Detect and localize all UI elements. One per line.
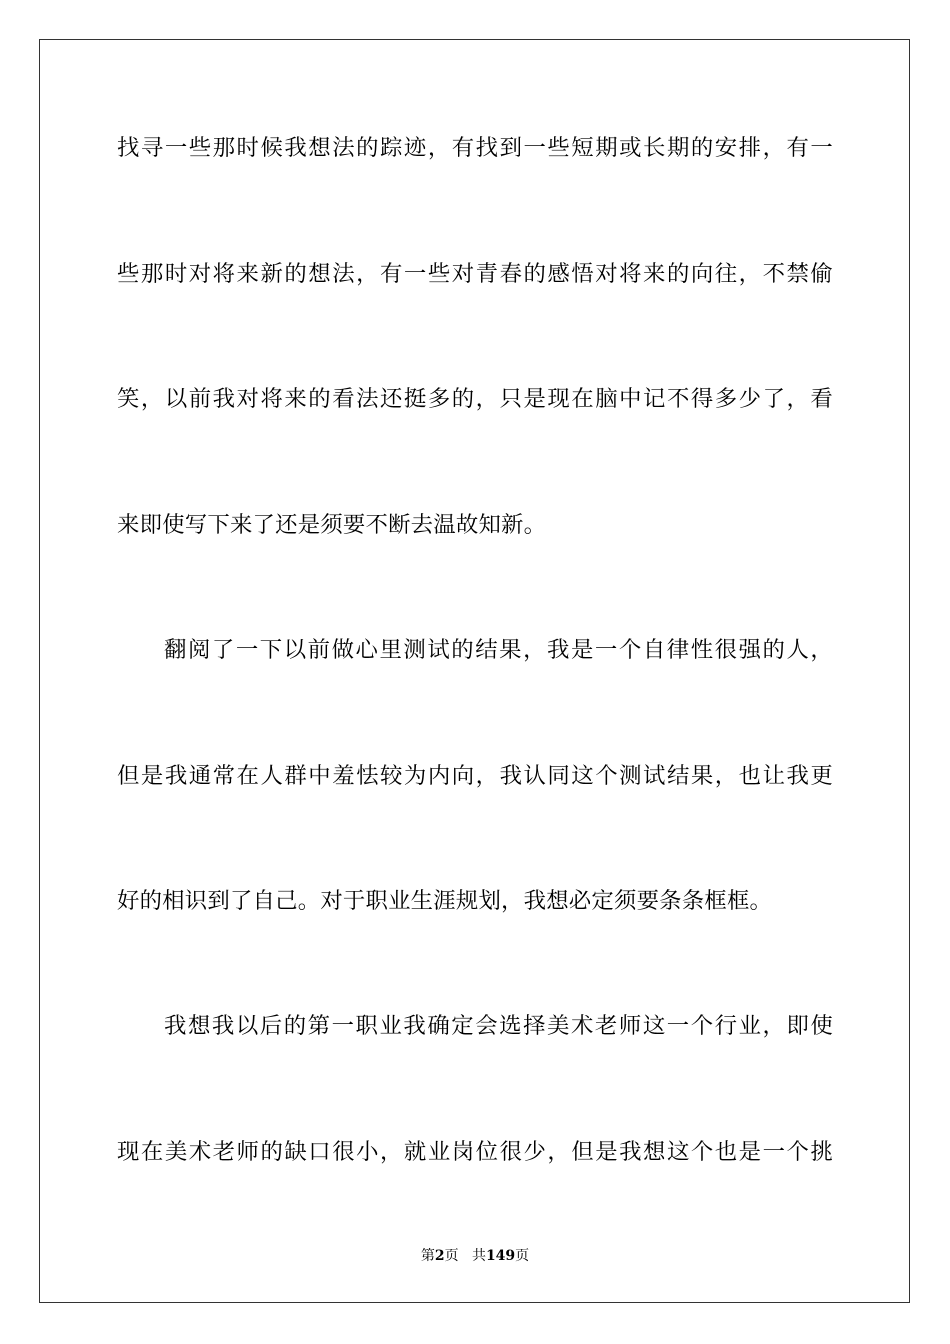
page-suffix: 页 [444,1248,459,1264]
paragraph-first-line: 我想我以后的第一职业我确定会选择美术老师这一个行业，即使 [164,1013,833,1039]
body-text-line: 找寻一些那时候我想法的踪迹，有找到一些短期或长期的安排，有一 [117,135,833,161]
page-number: 2 [434,1248,445,1264]
body-text-line: 但是我通常在人群中羞怯较为内向，我认同这个测试结果，也让我更 [117,763,833,789]
body-text-line: 来即使写下来了还是须要不断去温故知新。 [117,512,547,538]
body-text-line: 笑，以前我对将来的看法还挺多的，只是现在脑中记不得多少了，看 [117,386,833,412]
total-suffix: 页 [515,1248,530,1264]
total-pages: 149 [485,1248,516,1264]
page-prefix: 第 [420,1248,435,1264]
body-text-line: 些那时对将来新的想法，有一些对青春的感悟对将来的向往，不禁偷 [117,261,833,287]
page-footer [0,1247,950,1265]
total-prefix: 共 [471,1248,486,1264]
paragraph-first-line: 翻阅了一下以前做心里测试的结果，我是一个自律性很强的人， [164,637,833,663]
page-frame [39,39,910,1303]
body-text-line: 好的相识到了自己。对于职业生涯规划，我想必定须要条条框框。 [117,888,773,914]
body-text-line: 现在美术老师的缺口很小，就业岗位很少，但是我想这个也是一个挑 [117,1139,833,1165]
